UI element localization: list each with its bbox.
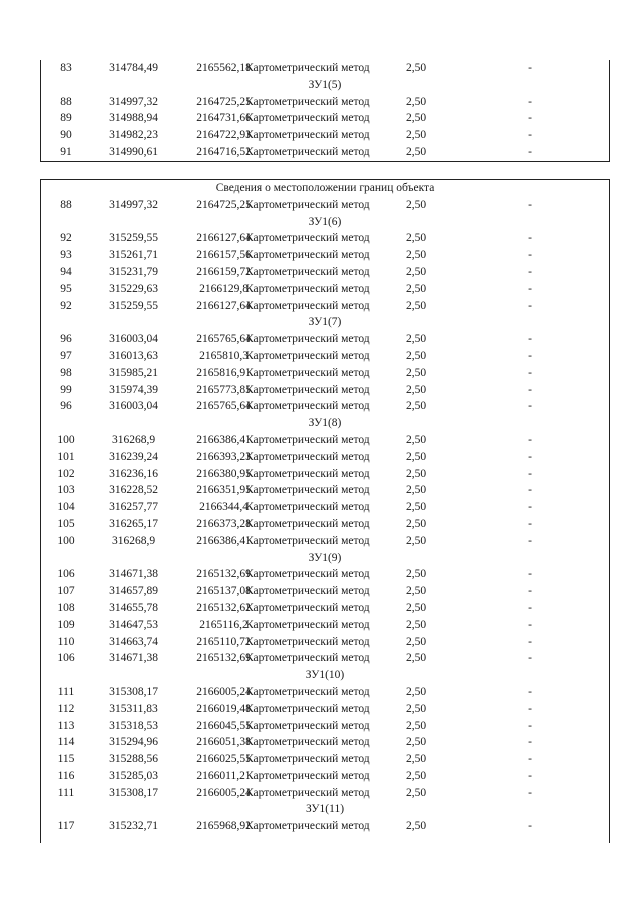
accuracy-cell: 2,50 <box>406 349 427 362</box>
accuracy-cell: 2,50 <box>406 265 427 278</box>
method-cell: Картометрический метод <box>246 265 370 278</box>
table-row <box>41 264 609 281</box>
table-row <box>41 718 609 735</box>
description-cell: - <box>528 112 532 125</box>
point-number: 117 <box>57 820 75 833</box>
description-cell: - <box>528 383 532 396</box>
method-cell: Картометрический метод <box>246 568 370 581</box>
accuracy-cell: 2,50 <box>406 112 427 125</box>
method-cell: Картометрический метод <box>246 366 370 379</box>
point-number: 96 <box>60 400 72 413</box>
group-heading: ЗУ1(9) <box>308 551 342 564</box>
accuracy-cell: 2,50 <box>406 534 427 547</box>
coord-y: 2166011,21 <box>196 769 251 782</box>
coord-x: 314997,32 <box>109 95 158 108</box>
method-cell: Картометрический метод <box>246 467 370 480</box>
point-number: 83 <box>60 62 72 74</box>
coord-x: 316239,24 <box>109 450 158 463</box>
table-row <box>41 110 609 127</box>
table-row <box>41 331 609 348</box>
method-cell: Картометрический метод <box>246 198 370 211</box>
method-cell: Картометрический метод <box>246 685 370 698</box>
coord-y: 2165132,62 <box>196 601 251 614</box>
accuracy-cell: 2,50 <box>406 753 427 766</box>
method-cell: Картометрический метод <box>246 232 370 245</box>
method-cell: Картометрический метод <box>246 601 370 614</box>
group-heading: ЗУ1(6) <box>308 215 342 228</box>
point-number: 108 <box>57 601 75 614</box>
description-cell: - <box>528 129 532 142</box>
point-number: 93 <box>60 249 72 262</box>
description-cell: - <box>528 753 532 766</box>
accuracy-cell: 2,50 <box>406 366 427 379</box>
point-number: 105 <box>57 517 75 530</box>
accuracy-cell: 2,50 <box>406 652 427 665</box>
coord-x: 316003,04 <box>109 400 158 413</box>
group-heading: ЗУ1(10) <box>305 669 345 682</box>
point-number: 96 <box>60 333 72 346</box>
table-row <box>41 127 609 144</box>
coordinates-table-top <box>40 60 610 162</box>
table-row <box>41 617 609 634</box>
method-cell: Картометрический метод <box>246 534 370 547</box>
coord-y: 2165562,18 <box>196 62 251 74</box>
point-number: 99 <box>60 383 72 396</box>
table-row <box>41 785 609 802</box>
method-cell: Картометрический метод <box>246 349 370 362</box>
coord-y: 2165968,92 <box>196 820 251 833</box>
coord-y: 2166351,95 <box>196 484 251 497</box>
point-number: 115 <box>57 753 75 766</box>
description-cell: - <box>528 736 532 749</box>
coord-x: 316265,17 <box>109 517 158 530</box>
description-cell: - <box>528 769 532 782</box>
description-cell: - <box>528 198 532 211</box>
point-number: 88 <box>60 198 72 211</box>
coord-x: 315318,53 <box>109 719 158 732</box>
description-cell: - <box>528 517 532 530</box>
coord-x: 314990,61 <box>109 145 158 158</box>
method-cell: Картометрический метод <box>246 736 370 749</box>
accuracy-cell: 2,50 <box>406 568 427 581</box>
point-number: 106 <box>57 652 75 665</box>
table-row <box>41 684 609 701</box>
accuracy-cell: 2,50 <box>406 786 427 799</box>
coord-y: 2166386,41 <box>196 433 251 446</box>
coord-y: 2165132,69 <box>196 568 251 581</box>
coord-y: 2165132,69 <box>196 652 251 665</box>
accuracy-cell: 2,50 <box>406 383 427 396</box>
coord-y: 2166380,95 <box>196 467 251 480</box>
coord-x: 315232,71 <box>109 820 158 833</box>
coord-y: 2166019,48 <box>196 702 251 715</box>
coord-x: 315308,17 <box>109 786 158 799</box>
point-number: 89 <box>60 112 72 125</box>
method-cell: Картометрический метод <box>246 433 370 446</box>
description-cell: - <box>528 333 532 346</box>
table-row <box>41 533 609 550</box>
description-cell: - <box>528 702 532 715</box>
description-cell: - <box>528 585 532 598</box>
point-number: 110 <box>57 635 75 648</box>
table-row <box>41 516 609 533</box>
coord-x: 315294,96 <box>109 736 158 749</box>
coord-y: 2164731,66 <box>196 112 251 125</box>
coord-x: 314663,74 <box>109 635 158 648</box>
accuracy-cell: 2,50 <box>406 232 427 245</box>
coord-x: 315259,55 <box>109 232 158 245</box>
point-number: 100 <box>57 534 75 547</box>
method-cell: Картометрический метод <box>246 333 370 346</box>
group-heading: ЗУ1(5) <box>308 78 342 91</box>
coord-y: 2166127,64 <box>196 232 251 245</box>
coordinates-table-main <box>40 179 610 843</box>
coord-y: 2164722,93 <box>196 129 251 142</box>
method-cell: Картометрический метод <box>246 112 370 125</box>
description-cell: - <box>528 820 532 833</box>
table-row <box>41 482 609 499</box>
accuracy-cell: 2,50 <box>406 601 427 614</box>
description-cell: - <box>528 635 532 648</box>
point-number: 114 <box>57 736 75 749</box>
accuracy-cell: 2,50 <box>406 433 427 446</box>
table-row <box>41 818 609 835</box>
accuracy-cell: 2,50 <box>406 736 427 749</box>
method-cell: Картометрический метод <box>246 820 370 833</box>
description-cell: - <box>528 366 532 379</box>
method-cell: Картометрический метод <box>246 585 370 598</box>
table-row <box>41 634 609 651</box>
method-cell: Картометрический метод <box>246 702 370 715</box>
coord-y: 2165810,3 <box>199 349 248 362</box>
coord-x: 316236,16 <box>109 467 158 480</box>
accuracy-cell: 2,50 <box>406 685 427 698</box>
method-cell: Картометрический метод <box>246 383 370 396</box>
coord-y: 2165116,2 <box>199 618 248 631</box>
coord-x: 316013,63 <box>109 349 158 362</box>
coord-y: 2165765,64 <box>196 333 251 346</box>
method-cell: Картометрический метод <box>246 129 370 142</box>
point-number: 90 <box>60 129 72 142</box>
point-number: 111 <box>57 786 75 799</box>
coord-x: 315231,79 <box>109 265 158 278</box>
coord-x: 314671,38 <box>109 652 158 665</box>
method-cell: Картометрический метод <box>246 95 370 108</box>
method-cell: Картометрический метод <box>246 501 370 514</box>
method-cell: Картометрический метод <box>246 299 370 312</box>
point-number: 112 <box>57 702 75 715</box>
table-row <box>41 365 609 382</box>
description-cell: - <box>528 467 532 480</box>
description-cell: - <box>528 349 532 362</box>
coord-x: 315974,39 <box>109 383 158 396</box>
point-number: 92 <box>60 299 72 312</box>
table-row <box>41 466 609 483</box>
method-cell: Картометрический метод <box>246 652 370 665</box>
description-cell: - <box>528 265 532 278</box>
coord-x: 314671,38 <box>109 568 158 581</box>
point-number: 113 <box>57 719 75 732</box>
coord-y: 2165765,64 <box>196 400 251 413</box>
table-row <box>41 499 609 516</box>
coord-y: 2164716,52 <box>196 145 251 158</box>
table-row <box>41 432 609 449</box>
table-row <box>41 751 609 768</box>
point-number: 109 <box>57 618 75 631</box>
method-cell: Картометрический метод <box>246 786 370 799</box>
coord-y: 2165137,08 <box>196 585 251 598</box>
accuracy-cell: 2,50 <box>406 769 427 782</box>
coord-x: 315985,21 <box>109 366 158 379</box>
point-number: 107 <box>57 585 75 598</box>
coord-y: 2166005,24 <box>196 685 251 698</box>
coord-x: 315229,63 <box>109 282 158 295</box>
table-row <box>41 600 609 617</box>
point-number: 98 <box>60 366 72 379</box>
table-row <box>41 768 609 785</box>
description-cell: - <box>528 652 532 665</box>
coord-x: 316268,9 <box>111 534 156 547</box>
table-row <box>41 583 609 600</box>
method-cell: Картометрический метод <box>246 484 370 497</box>
accuracy-cell: 2,50 <box>406 635 427 648</box>
accuracy-cell: 2,50 <box>406 282 427 295</box>
accuracy-cell: 2,50 <box>406 450 427 463</box>
method-cell: Картометрический метод <box>246 282 370 295</box>
coord-y: 2166005,24 <box>196 786 251 799</box>
method-cell: Картометрический метод <box>246 249 370 262</box>
coord-y: 2166159,72 <box>196 265 251 278</box>
description-cell: - <box>528 95 532 108</box>
description-cell: - <box>528 145 532 158</box>
table-row <box>41 230 609 247</box>
accuracy-cell: 2,50 <box>406 719 427 732</box>
group-heading: ЗУ1(8) <box>308 417 342 430</box>
coord-x: 314657,89 <box>109 585 158 598</box>
group-heading: ЗУ1(7) <box>308 316 342 329</box>
point-number: 94 <box>60 265 72 278</box>
description-cell: - <box>528 685 532 698</box>
coord-x: 315285,03 <box>109 769 158 782</box>
coord-x: 316003,04 <box>109 333 158 346</box>
point-number: 116 <box>57 769 75 782</box>
table-row <box>41 60 609 77</box>
accuracy-cell: 2,50 <box>406 501 427 514</box>
description-cell: - <box>528 601 532 614</box>
description-cell: - <box>528 618 532 631</box>
accuracy-cell: 2,50 <box>406 467 427 480</box>
table-row <box>41 398 609 415</box>
accuracy-cell: 2,50 <box>406 484 427 497</box>
coord-y: 2166025,55 <box>196 753 251 766</box>
coord-y: 2166344,4 <box>199 501 248 514</box>
table-row <box>41 298 609 315</box>
method-cell: Картометрический метод <box>246 450 370 463</box>
description-cell: - <box>528 62 532 74</box>
coord-y: 2166373,28 <box>196 517 251 530</box>
table-row <box>41 566 609 583</box>
accuracy-cell: 2,50 <box>406 129 427 142</box>
method-cell: Картометрический метод <box>246 769 370 782</box>
coord-x: 316257,77 <box>109 501 158 514</box>
method-cell: Картометрический метод <box>246 618 370 631</box>
table-row <box>41 382 609 399</box>
coord-y: 2166045,55 <box>196 719 251 732</box>
description-cell: - <box>528 484 532 497</box>
description-cell: - <box>528 433 532 446</box>
description-cell: - <box>528 299 532 312</box>
description-cell: - <box>528 249 532 262</box>
method-cell: Картометрический метод <box>246 145 370 158</box>
coord-x: 315259,55 <box>109 299 158 312</box>
description-cell: - <box>528 568 532 581</box>
coord-x: 315311,83 <box>109 702 158 715</box>
coord-x: 316268,9 <box>111 433 156 446</box>
method-cell: Картометрический метод <box>246 62 370 74</box>
description-cell: - <box>528 282 532 295</box>
accuracy-cell: 2,50 <box>406 517 427 530</box>
accuracy-cell: 2,50 <box>406 400 427 413</box>
table-row <box>41 281 609 298</box>
point-number: 100 <box>57 433 75 446</box>
description-cell: - <box>528 786 532 799</box>
accuracy-cell: 2,50 <box>406 702 427 715</box>
table-row <box>41 144 609 161</box>
table-row <box>41 701 609 718</box>
accuracy-cell: 2,50 <box>406 198 427 211</box>
coord-y: 2166051,38 <box>196 736 251 749</box>
coord-x: 314655,78 <box>109 601 158 614</box>
table-row <box>41 197 609 214</box>
table-row <box>41 449 609 466</box>
coord-y: 2165773,85 <box>196 383 251 396</box>
point-number: 101 <box>57 450 75 463</box>
description-cell: - <box>528 232 532 245</box>
point-number: 95 <box>60 282 72 295</box>
section-header: Сведения о местоположении границ объекта <box>215 182 435 194</box>
accuracy-cell: 2,50 <box>406 333 427 346</box>
table-row <box>41 650 609 667</box>
coord-y: 2165816,91 <box>196 366 251 379</box>
accuracy-cell: 2,50 <box>406 585 427 598</box>
table-row <box>41 94 609 111</box>
coord-x: 314997,32 <box>109 198 158 211</box>
coord-y: 2165110,72 <box>196 635 251 648</box>
coord-x: 315308,17 <box>109 685 158 698</box>
point-number: 102 <box>57 467 75 480</box>
accuracy-cell: 2,50 <box>406 299 427 312</box>
accuracy-cell: 2,50 <box>406 820 427 833</box>
coord-x: 314784,49 <box>109 62 158 74</box>
coord-x: 315261,71 <box>109 249 158 262</box>
method-cell: Картометрический метод <box>246 517 370 530</box>
coord-x: 314647,53 <box>109 618 158 631</box>
coord-y: 2166393,23 <box>196 450 251 463</box>
description-cell: - <box>528 450 532 463</box>
accuracy-cell: 2,50 <box>406 62 427 74</box>
coord-y: 2166386,41 <box>196 534 251 547</box>
table-row <box>41 247 609 264</box>
accuracy-cell: 2,50 <box>406 145 427 158</box>
method-cell: Картометрический метод <box>246 400 370 413</box>
group-heading: ЗУ1(11) <box>305 803 345 816</box>
method-cell: Картометрический метод <box>246 635 370 648</box>
point-number: 92 <box>60 232 72 245</box>
coord-y: 2166129,8 <box>199 282 248 295</box>
coord-y: 2166157,56 <box>196 249 251 262</box>
coord-y: 2166127,64 <box>196 299 251 312</box>
method-cell: Картометрический метод <box>246 719 370 732</box>
method-cell: Картометрический метод <box>246 753 370 766</box>
coord-x: 316228,52 <box>109 484 158 497</box>
point-number: 104 <box>57 501 75 514</box>
point-number: 103 <box>57 484 75 497</box>
description-cell: - <box>528 400 532 413</box>
coord-x: 315288,56 <box>109 753 158 766</box>
point-number: 97 <box>60 349 72 362</box>
accuracy-cell: 2,50 <box>406 618 427 631</box>
coord-y: 2164725,25 <box>196 95 251 108</box>
accuracy-cell: 2,50 <box>406 249 427 262</box>
coord-x: 314988,94 <box>109 112 158 125</box>
coord-y: 2164725,25 <box>196 198 251 211</box>
point-number: 106 <box>57 568 75 581</box>
table-row <box>41 348 609 365</box>
point-number: 91 <box>60 145 72 158</box>
description-cell: - <box>528 501 532 514</box>
table-row <box>41 734 609 751</box>
accuracy-cell: 2,50 <box>406 95 427 108</box>
point-number: 111 <box>57 685 75 698</box>
point-number: 88 <box>60 95 72 108</box>
description-cell: - <box>528 534 532 547</box>
description-cell: - <box>528 719 532 732</box>
coord-x: 314982,23 <box>109 129 158 142</box>
